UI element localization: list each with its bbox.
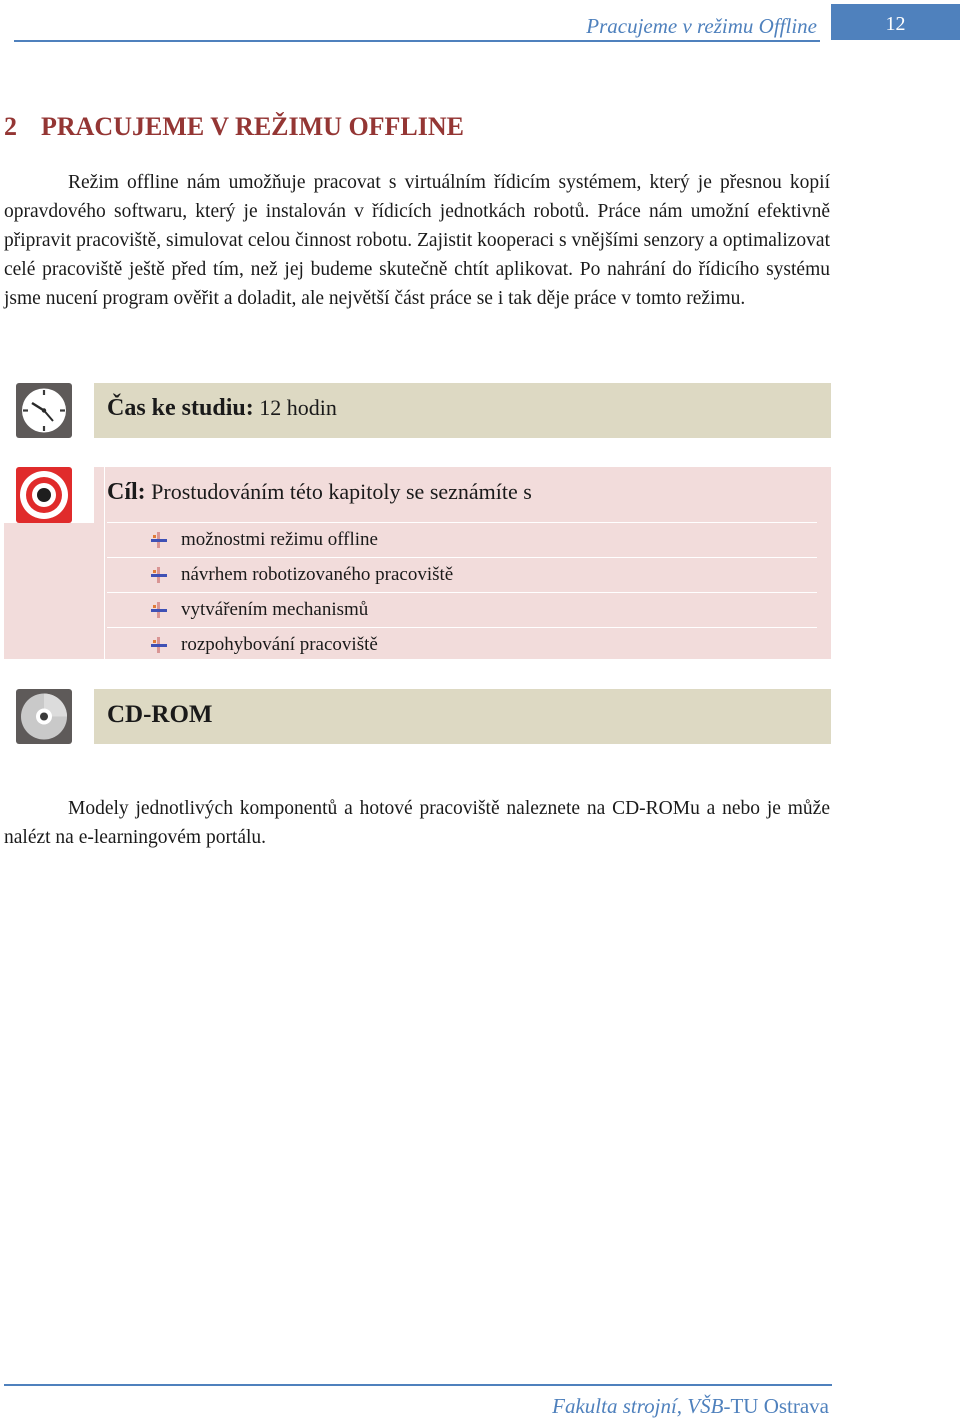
header-rule <box>14 40 820 42</box>
goal-heading <box>107 479 532 506</box>
footer-text <box>552 1394 829 1419</box>
goal-list-item <box>107 592 817 627</box>
goal-box <box>4 467 831 659</box>
goal-list <box>107 522 817 662</box>
study-time-value: 12 hodin <box>259 395 337 420</box>
study-time-icon-cell <box>4 383 94 438</box>
cdrom-icon-cell <box>4 689 94 744</box>
cdrom-box <box>4 689 831 744</box>
goal-list-item <box>107 627 817 662</box>
header-title: Pracujeme v režimu Offline <box>586 14 817 38</box>
arrow-bullet-icon <box>151 532 167 548</box>
cdrom-heading: CD-ROM <box>107 701 213 728</box>
goal-icon-cell <box>4 467 94 523</box>
chapter-number: 2 <box>4 112 17 141</box>
goal-list-item <box>107 557 817 592</box>
footer-university: -TU Ostrava <box>723 1394 829 1418</box>
study-time-heading <box>107 395 337 422</box>
goal-item-text: návrhem robotizovaného pracoviště <box>181 564 454 585</box>
arrow-bullet-icon <box>151 602 167 618</box>
cd-icon <box>16 689 72 744</box>
goal-label: Cíl: <box>107 479 146 505</box>
goal-item-text: rozpohybování pracoviště <box>181 634 378 655</box>
clock-icon <box>16 383 72 438</box>
footer-faculty: Fakulta strojní, VŠB <box>552 1394 724 1418</box>
study-time-label: Čas ke studiu: <box>107 395 254 421</box>
goal-list-item <box>107 522 817 557</box>
footer-rule <box>4 1384 832 1386</box>
cd-note-paragraph: Modely jednotlivých komponentů a hotové pracoviště naleznete na CD-ROMu a nebo je může nalézt na e-learningovém portálu. <box>4 798 830 848</box>
intro-paragraph: Režim offline nám umožňuje pracovat s virtuálním řídicím systémem, který je přesnou kopií opravdového softwaru, který je instalován v řídicích jednotkách robotů. Práce nám umožní efektivně připravit pracoviště, simulovat celou činnost robotu. Zajistit kooperaci s vnějšími senzory a optimalizovat celé pracoviště ještě před tím, než jej budeme skutečně chtít aplikovat. Po nahrání do řídicího systému jsme nucení program ověřit a doladit, ale největší část práce se i tak děje práce v tomto režimu. <box>4 172 830 309</box>
page-number: 12 <box>831 4 960 40</box>
target-icon <box>16 467 72 523</box>
goal-intro: Prostudováním této kapitoly se seznámíte s <box>151 479 532 504</box>
chapter-title: PRACUJEME V REŽIMU OFFLINE <box>41 112 465 141</box>
arrow-bullet-icon <box>151 567 167 583</box>
arrow-bullet-icon <box>151 637 167 653</box>
study-time-box <box>4 383 831 438</box>
chapter-heading <box>4 112 464 142</box>
goal-item-text: vytvářením mechanismů <box>181 599 369 620</box>
goal-item-text: možnostmi režimu offline <box>181 529 378 550</box>
